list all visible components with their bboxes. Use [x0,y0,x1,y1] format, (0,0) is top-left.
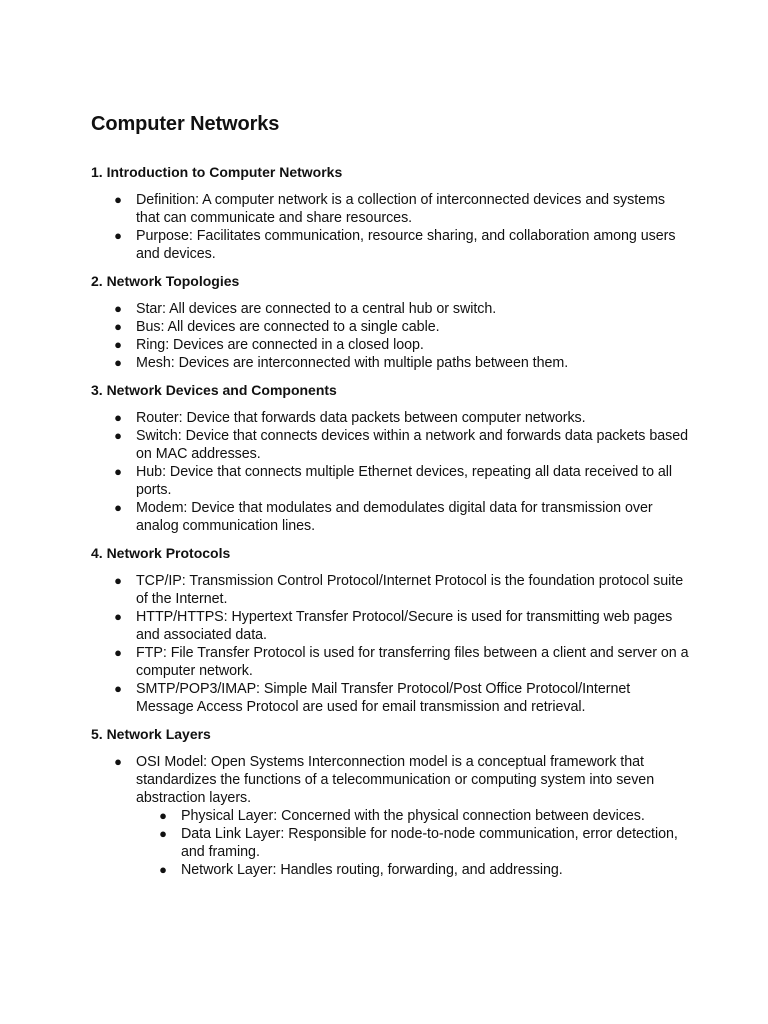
list-item [91,608,691,644]
list-item [91,191,691,227]
bullet-icon: ● [159,862,167,877]
bullet-icon: ● [114,355,122,370]
list-item [91,336,691,354]
section-heading: 3. Network Devices and Components [91,382,337,398]
list-item-text: Hub: Device that connects multiple Ethernet devices, repeating all data received to all ports. [136,464,673,498]
sub-list-item-text: Physical Layer: Concerned with the physical connection between devices. [181,808,645,824]
bullet-list [91,753,691,879]
bullet-icon: ● [159,826,167,841]
spacer [91,399,691,409]
bullet-icon: ● [114,192,122,207]
sub-list-item-text: Data Link Layer: Responsible for node-to-node communication, error detection, and framing. [181,826,678,860]
list-item [91,300,691,318]
section-4 [91,544,691,725]
bullet-icon: ● [114,301,122,316]
spacer [91,290,691,300]
sub-list-item [136,825,691,861]
sub-bullet-list [136,807,691,879]
list-item [91,680,691,716]
list-item [91,354,691,372]
list-item-text: TCP/IP: Transmission Control Protocol/Internet Protocol is the foundation protocol suite of the Internet. [136,573,684,607]
list-item-text: Mesh: Devices are interconnected with multiple paths between them. [136,355,569,371]
bullet-icon: ● [114,228,122,243]
list-item-text: HTTP/HTTPS: Hypertext Transfer Protocol/Secure is used for transmitting web pages and associated data. [136,609,673,643]
spacer [91,138,691,163]
section-heading: 4. Network Protocols [91,545,231,561]
bullet-icon: ● [114,609,122,624]
document-title: Computer Networks [91,113,280,135]
list-item-text: SMTP/POP3/IMAP: Simple Mail Transfer Protocol/Post Office Protocol/Internet Message Access Protocol are used for email transmission and retrieval. [136,681,631,715]
bullet-icon: ● [114,500,122,515]
bullet-icon: ● [114,681,122,696]
spacer [91,181,691,191]
list-item [91,572,691,608]
list-item-text: Modem: Device that modulates and demodulates digital data for transmission over analog communication lines. [136,500,653,534]
bullet-icon: ● [114,464,122,479]
bullet-list [91,191,691,263]
bullet-icon: ● [114,754,122,769]
section-heading: 1. Introduction to Computer Networks [91,164,343,180]
list-item [91,409,691,427]
section-5 [91,725,691,879]
spacer [91,743,691,753]
document-content [91,110,691,879]
list-item [91,227,691,263]
bullet-icon: ● [114,428,122,443]
spacer [91,562,691,572]
list-item [91,499,691,535]
bullet-icon: ● [114,573,122,588]
list-item [91,463,691,499]
list-item-text: Switch: Device that connects devices within a network and forwards data packets based on MAC addresses. [136,428,689,462]
list-item [91,644,691,680]
bullet-icon: ● [159,808,167,823]
spacer [91,716,691,725]
list-item-text: Bus: All devices are connected to a single cable. [136,319,440,335]
bullet-list [91,409,691,535]
spacer [91,263,691,272]
bullet-icon: ● [114,319,122,334]
spacer [91,372,691,381]
bullet-icon: ● [114,337,122,352]
sub-list-item [136,861,691,879]
list-item [91,318,691,336]
bullet-list [91,300,691,372]
section-heading: 5. Network Layers [91,726,211,742]
sections-container [91,163,691,879]
list-item-text: OSI Model: Open Systems Interconnection model is a conceptual framework that standardizes the functions of a telecommunication or computing system into seven abstraction layers. [136,754,655,806]
section-3 [91,381,691,544]
bullet-icon: ● [114,410,122,425]
bullet-icon: ● [114,645,122,660]
sub-list-item-text: Network Layer: Handles routing, forwarding, and addressing. [181,862,563,878]
spacer [91,535,691,544]
list-item-text: Purpose: Facilitates communication, resource sharing, and collaboration among users and devices. [136,228,676,262]
list-item-text: FTP: File Transfer Protocol is used for transferring files between a client and server on a computer network. [136,645,689,679]
list-item [91,753,691,879]
sub-list-item [136,807,691,825]
list-item-text: Star: All devices are connected to a central hub or switch. [136,301,497,317]
list-item-text: Router: Device that forwards data packets between computer networks. [136,410,586,426]
list-item-text: Definition: A computer network is a collection of interconnected devices and systems that can communicate and share resources. [136,192,666,226]
section-1 [91,163,691,272]
section-2 [91,272,691,381]
bullet-list [91,572,691,716]
section-heading: 2. Network Topologies [91,273,240,289]
list-item-text: Ring: Devices are connected in a closed loop. [136,337,424,353]
list-item [91,427,691,463]
